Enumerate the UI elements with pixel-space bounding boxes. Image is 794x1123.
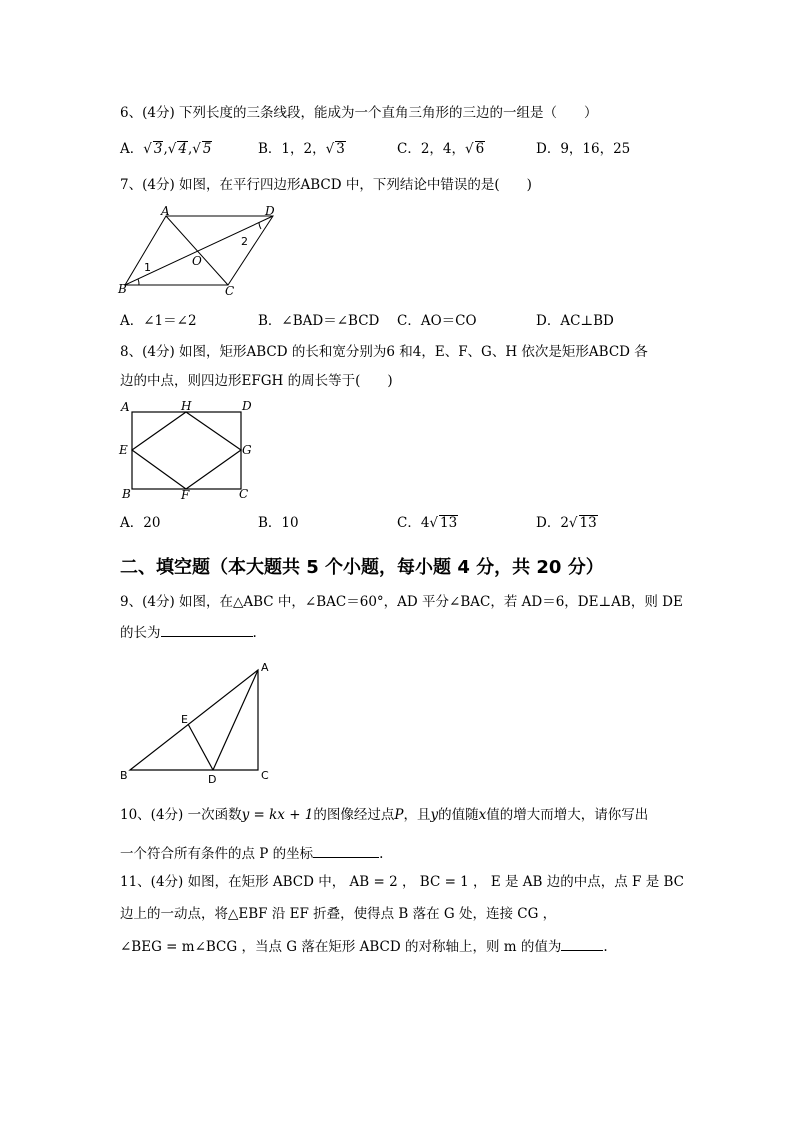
q9-stem-line2: 的长为 . [120,622,257,642]
q8-label-d: D [242,399,252,413]
q8-option-c: C．4√ 13 [397,515,458,531]
q7-parallelogram-figure [115,203,285,298]
q11-line1: 11、(4分) 如图，在矩形 ABCD 中， AB = 2 ， BC = 1 ， E 是 AB 边的中点，点 F 是 BC [120,874,684,890]
q6-stem: 6、(4分) 下列长度的三条线段，能成为一个直角三角形的三边的一组是（ ） [120,105,598,121]
q9-label-a: A [261,661,269,674]
q10-answer-blank[interactable] [313,843,379,858]
q8-option-d: D．2√ 13 [536,515,597,531]
q8-stem-line1: 8、(4分) 如图，矩形ABCD 的长和宽分别为6 和4，E、F、G、H 依次是矩形ABCD 各 [120,344,648,360]
q9-segment-ad [213,670,258,770]
q9-label-d: D [208,773,217,786]
q7-option-b: B．∠BAD＝∠BCD [258,313,380,329]
q9-label-b: B [120,769,128,782]
q8-label-e: E [119,443,128,457]
q8-option-b: B．10 [258,515,299,531]
q6-option-c: C．2，4，√ 6 [397,141,485,157]
q7-label-o: O [192,254,202,268]
q7-option-d: D．AC⊥BD [536,313,614,329]
section2-heading: 二、填空题（本大题共 5 个小题，每小题 4 分，共 20 分） [120,557,604,578]
q6-option-b: B．1，2，√ 3 [258,141,345,157]
q8-label-h: H [181,399,192,413]
q8-stem-line2: 边的中点，则四边形EFGH 的周长等于( ) [120,373,393,389]
q7-label-d: D [265,204,275,218]
q7-label-c: C [225,284,235,298]
q8-label-f: F [181,488,190,502]
q8-rhombus-efgh [132,412,241,489]
q10-stem-line1: 10、(4分) 一次函数y = kx + 1的图像经过点P，且y的值随x值的增大而增大，请你写出 [120,807,649,823]
q7-diagonal-ac [166,216,228,285]
q7-option-c: C．AO＝CO [397,313,477,329]
q9-label-c: C [261,769,269,782]
q7-angle1-arc [138,279,139,285]
q8-label-b: B [122,487,131,501]
q10-function: y = kx + 1 [241,807,314,823]
q9-stem-line1: 9、(4分) 如图，在△ABC 中，∠BAC＝60°，AD 平分∠BAC，若 AD＝6，DE⊥AB，则 DE [120,594,683,610]
q8-option-a: A．20 [120,515,161,531]
q7-option-a: A．∠1＝∠2 [120,313,197,329]
q9-triangle-abc [130,670,258,770]
q8-rectangle-figure [115,398,260,506]
q6-option-a: A．√ 3,√ 4,√ 5 [120,141,212,157]
q9-triangle-figure [118,658,278,788]
q11-answer-blank[interactable] [561,936,603,951]
q8-label-a: A [121,400,130,414]
q8-label-c: C [239,487,249,501]
q7-stem: 7、(4分) 如图，在平行四边形ABCD 中，下列结论中错误的是( ) [120,177,532,193]
q7-angle2-arc [259,222,261,229]
q6-option-d: D．9，16，25 [536,141,631,157]
q7-label-a: A [161,204,170,218]
q11-line2: 边上的一动点，将△EBF 沿 EF 折叠，使得点 B 落在 G 处，连接 CG ， [120,906,557,922]
q7-label-b: B [118,282,127,296]
q10-stem-line2: 一个符合所有条件的点 P 的坐标 . [120,843,383,863]
q7-label-2: 2 [241,235,248,248]
q9-label-e: E [181,713,188,726]
q11-line3: ∠BEG = m∠BCG ，当点 G 落在矩形 ABCD 的对称轴上，则 m 的值为 . [120,936,608,956]
q9-segment-de [188,724,213,770]
q7-label-1: 1 [144,261,151,274]
q8-rectangle-abcd [132,412,241,489]
q8-label-g: G [242,443,252,457]
q9-answer-blank[interactable] [161,622,253,637]
